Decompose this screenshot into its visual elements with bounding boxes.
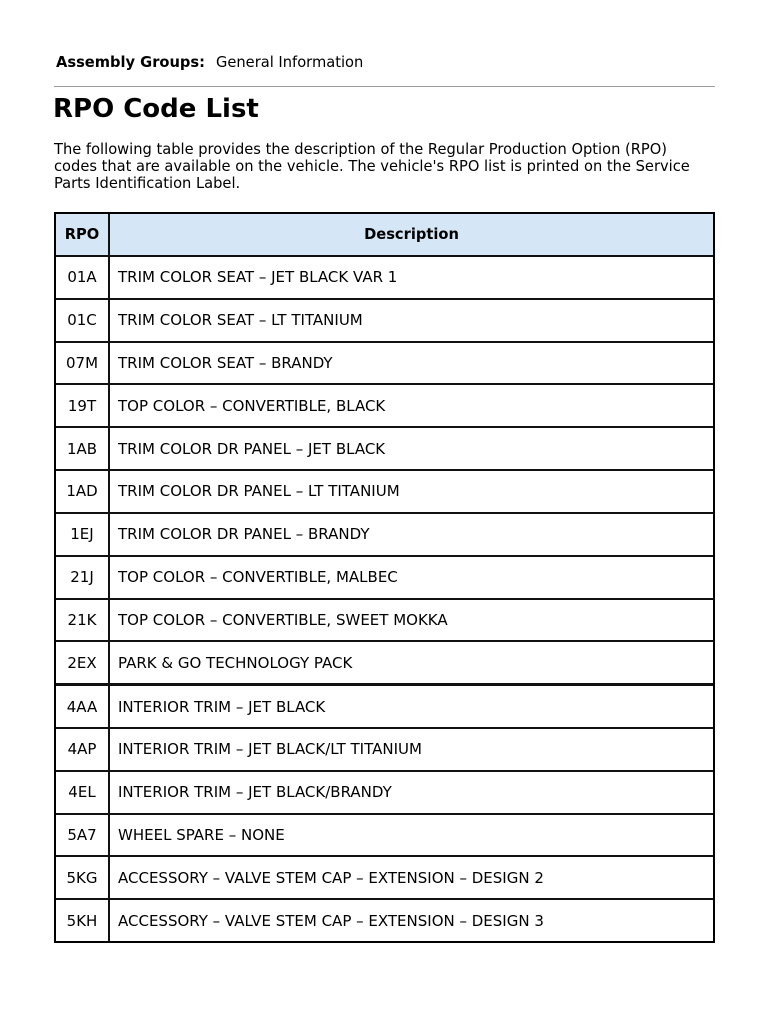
description-cell: TRIM COLOR DR PANEL – BRANDY (118, 525, 370, 544)
table-row (56, 898, 713, 941)
header-divider (54, 86, 715, 87)
description-cell: TOP COLOR – CONVERTIBLE, MALBEC (118, 568, 398, 587)
description-cell: TRIM COLOR DR PANEL – JET BLACK (118, 439, 386, 458)
rpo-code-cell: 01C (56, 300, 110, 341)
table-row (56, 426, 713, 469)
assembly-groups-label: Assembly Groups: (56, 54, 206, 71)
rpo-code-cell: 1AB (56, 428, 110, 469)
table-row (56, 683, 713, 727)
table-row (56, 298, 713, 341)
rpo-code-cell: 19T (56, 385, 110, 426)
description-cell: ACCESSORY – VALVE STEM CAP – EXTENSION – DESIGN 3 (118, 911, 544, 930)
rpo-code-cell: 5A7 (56, 815, 110, 856)
rpo-code-cell: 1EJ (56, 514, 110, 555)
description-column-header: Description (364, 226, 459, 243)
description-cell: PARK & GO TECHNOLOGY PACK (118, 653, 353, 672)
page-title: RPO Code List (53, 94, 259, 124)
rpo-code-cell: 2EX (56, 642, 110, 683)
rpo-code-cell: 21K (56, 600, 110, 641)
description-cell: INTERIOR TRIM – JET BLACK (118, 697, 326, 716)
description-cell: TOP COLOR – CONVERTIBLE, SWEET MOKKA (118, 610, 448, 629)
table-row (56, 640, 713, 683)
assembly-groups-line (56, 54, 363, 72)
rpo-code-cell: 5KH (56, 900, 110, 941)
description-cell: TRIM COLOR SEAT – JET BLACK VAR 1 (118, 268, 398, 287)
assembly-groups-value: General Information (216, 54, 364, 71)
description-cell: INTERIOR TRIM – JET BLACK/BRANDY (118, 783, 392, 802)
rpo-code-cell: 4AA (56, 686, 110, 727)
table-row (56, 813, 713, 856)
rpo-code-cell: 5KG (56, 857, 110, 898)
table-row (56, 598, 713, 641)
table-row (56, 770, 713, 813)
table-row (56, 383, 713, 426)
rpo-code-cell: 21J (56, 557, 110, 598)
table-row (56, 727, 713, 770)
description-cell: TOP COLOR – CONVERTIBLE, BLACK (118, 396, 386, 415)
rpo-code-cell: 4EL (56, 772, 110, 813)
table-row (56, 469, 713, 512)
rpo-table (54, 212, 715, 943)
table-header-row (56, 214, 713, 255)
rpo-code-cell: 4AP (56, 729, 110, 770)
description-cell: WHEEL SPARE – NONE (118, 825, 285, 844)
description-cell: TRIM COLOR SEAT – LT TITANIUM (118, 311, 363, 330)
table-row (56, 555, 713, 598)
rpo-column-header: RPO (56, 214, 110, 255)
table-row (56, 255, 713, 298)
description-cell: TRIM COLOR DR PANEL – LT TITANIUM (118, 482, 400, 501)
rpo-code-cell: 01A (56, 257, 110, 298)
table-row (56, 341, 713, 384)
description-cell: INTERIOR TRIM – JET BLACK/LT TITANIUM (118, 740, 422, 759)
intro-paragraph: The following table provides the description of the Regular Production Option (RPO) codes that are available on the vehicle. The vehicle's RPO list is printed on the Service Parts Identification Label. (54, 141, 690, 192)
rpo-code-cell: 1AD (56, 471, 110, 512)
table-row (56, 512, 713, 555)
description-cell: TRIM COLOR SEAT – BRANDY (118, 354, 333, 373)
rpo-code-cell: 07M (56, 343, 110, 384)
description-cell: ACCESSORY – VALVE STEM CAP – EXTENSION – DESIGN 2 (118, 868, 544, 887)
table-row (56, 855, 713, 898)
